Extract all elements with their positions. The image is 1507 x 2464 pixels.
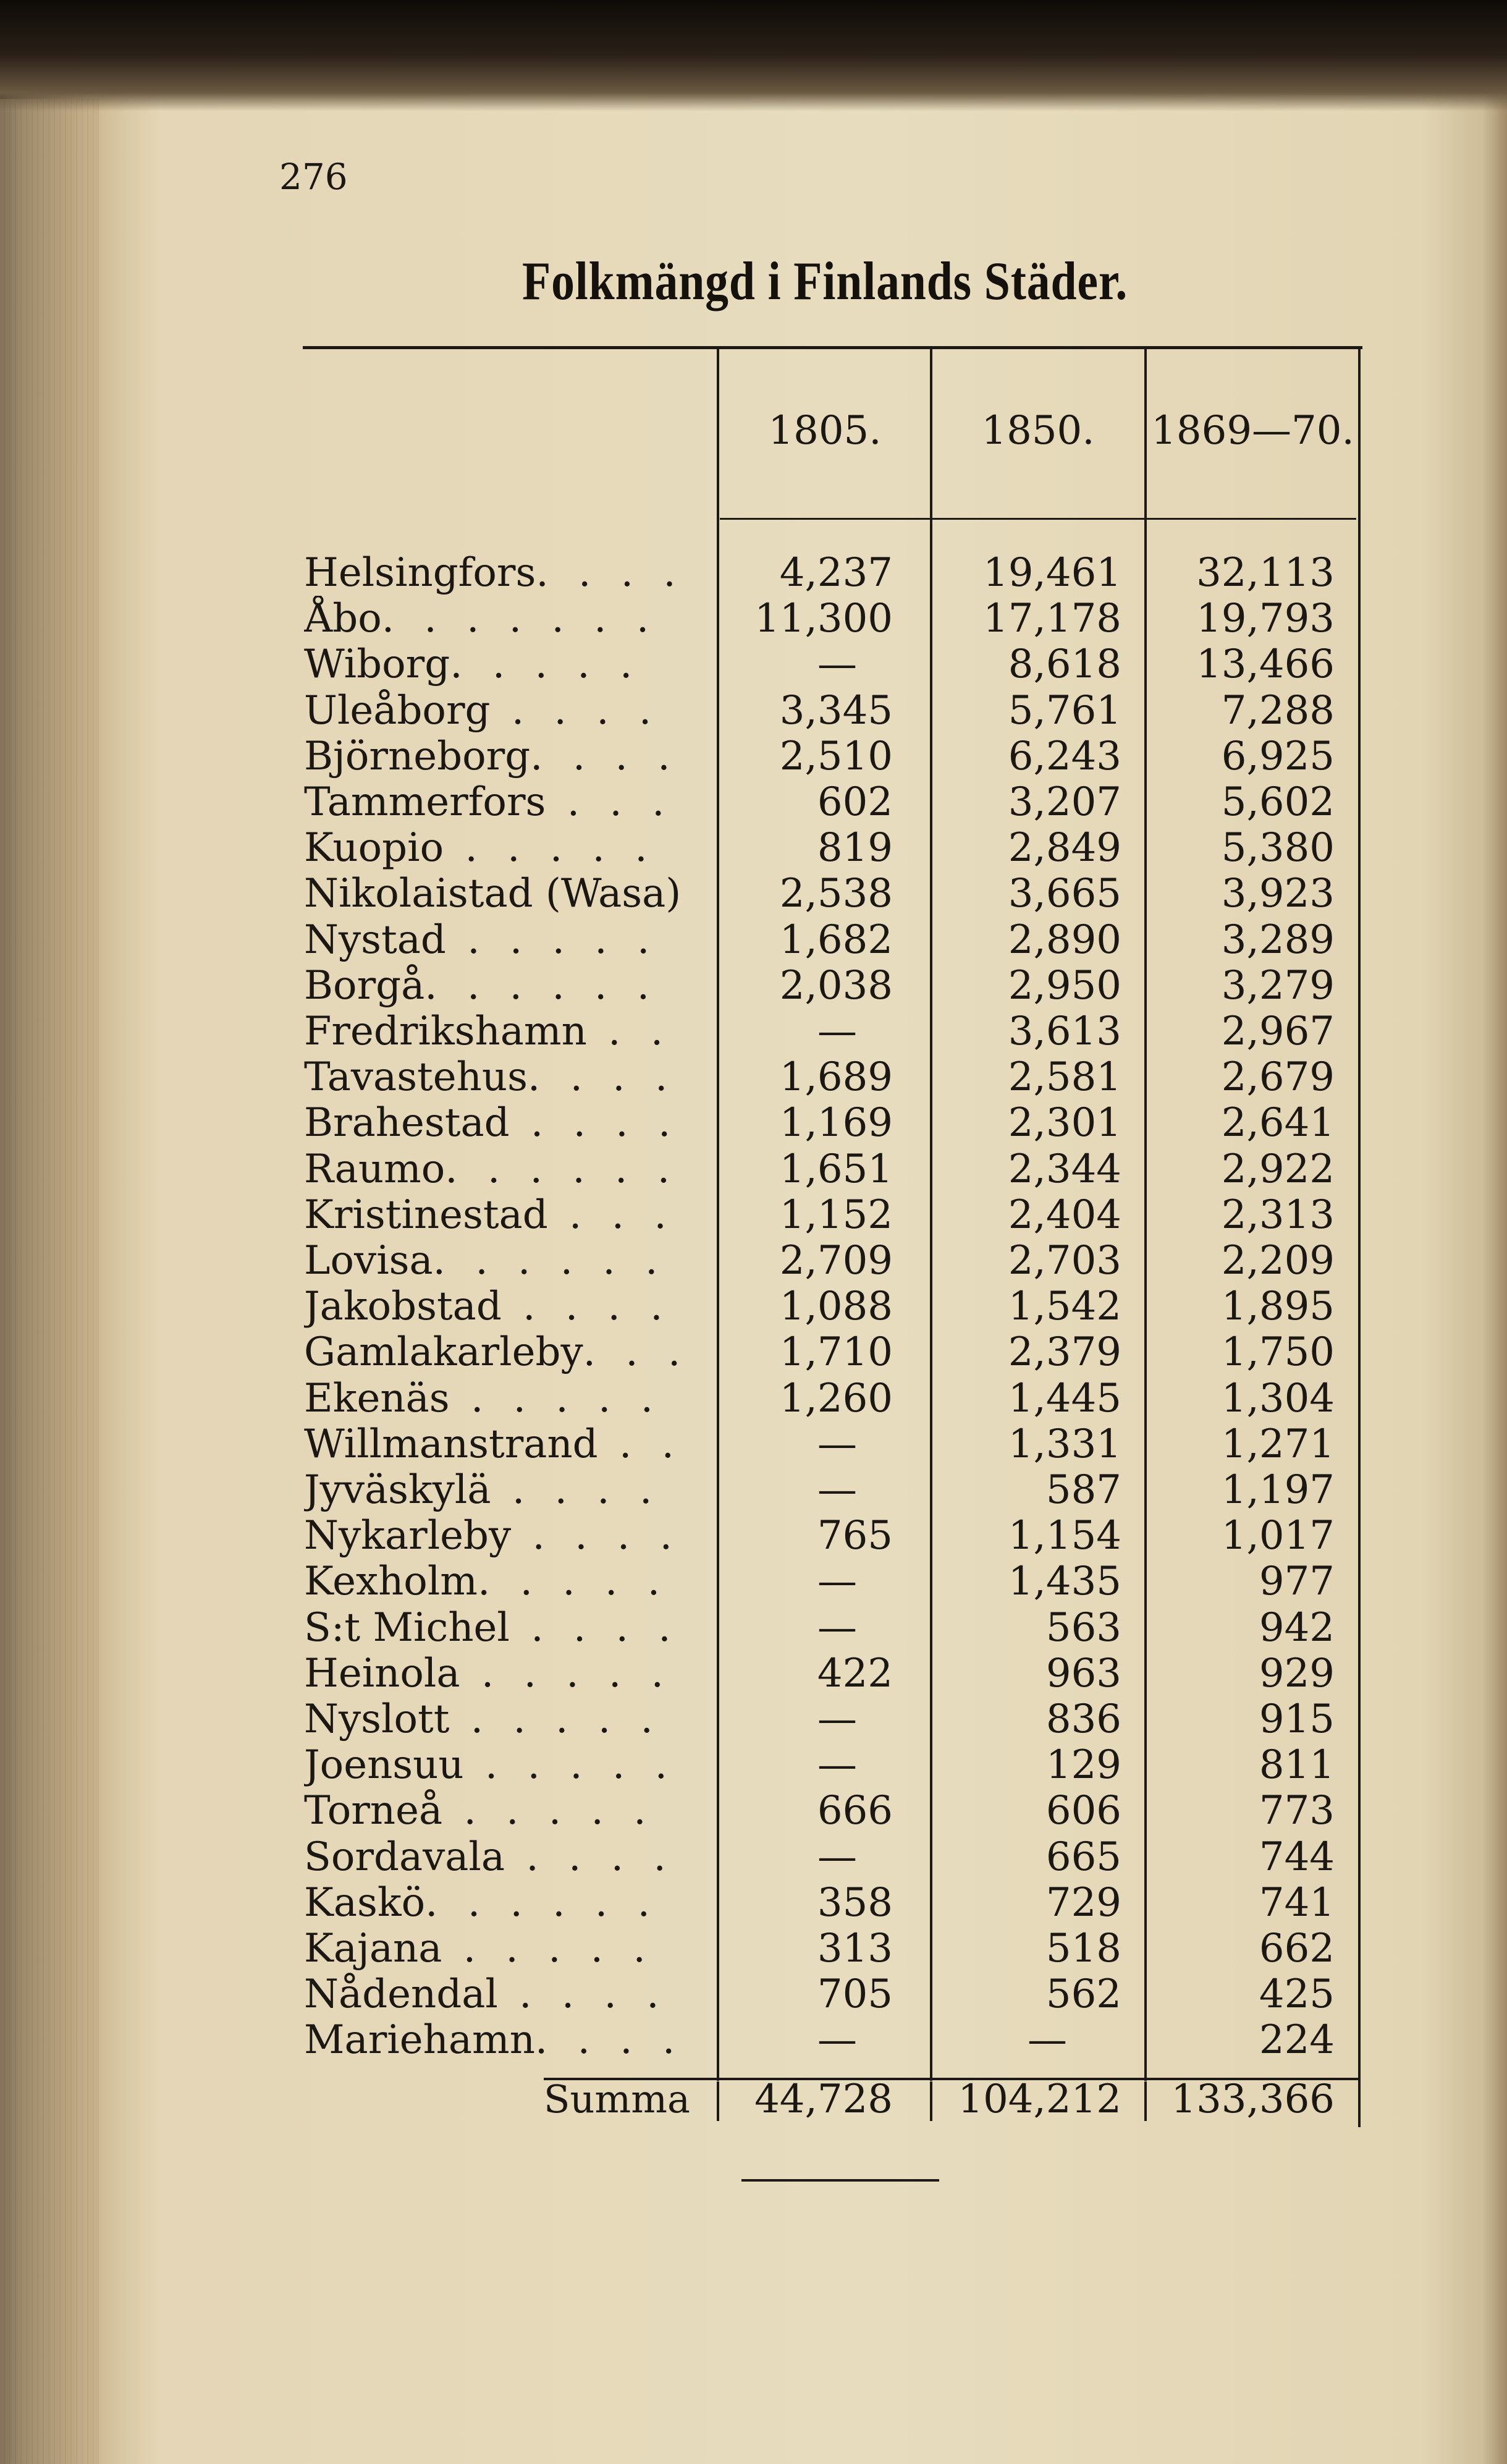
table-row [0, 1880, 1507, 1926]
table-row [0, 596, 1507, 641]
town-label: Nådendal [304, 1971, 498, 2018]
town-name [304, 1605, 706, 1651]
value-1869-70: 977 [1259, 1559, 1335, 1605]
value-1850: 8,618 [1008, 641, 1121, 688]
value-1805: — [817, 1009, 857, 1054]
town-name [304, 1284, 706, 1329]
value-1850: 562 [1045, 1971, 1121, 2018]
table-row [0, 1376, 1507, 1421]
town-label: Brahestad [304, 1100, 510, 1146]
value-1805: 765 [817, 1513, 893, 1559]
value-1805: — [817, 1559, 857, 1605]
value-1850: 963 [1045, 1650, 1121, 1696]
value-1805: — [817, 1467, 857, 1513]
value-1805: 2,510 [779, 733, 893, 779]
town-name [304, 596, 706, 641]
leader-dots: . . . . . [442, 1788, 655, 1834]
value-1850: 1,331 [1008, 1421, 1121, 1467]
town-label: Willmanstrand [304, 1421, 598, 1467]
table-row [0, 688, 1507, 734]
summa-bar-3 [1144, 2081, 1147, 2121]
town-label: Åbo [304, 596, 382, 642]
leader-dots: . . . . [501, 1284, 672, 1330]
value-1805: — [817, 2017, 857, 2064]
town-label: Ekenäs [304, 1375, 450, 1421]
value-1805: — [817, 1604, 857, 1651]
value-1850: 587 [1045, 1467, 1121, 1513]
value-1850: 2,890 [1008, 917, 1121, 963]
town-name [304, 1834, 706, 1880]
value-1850: 2,379 [1008, 1329, 1121, 1376]
town-name [304, 1467, 706, 1513]
value-1869-70: 2,922 [1221, 1146, 1335, 1192]
leader-dots: . . . . [505, 1834, 675, 1880]
value-1805: 4,237 [779, 550, 893, 596]
leader-dots: . . . . . [449, 1696, 662, 1742]
page-number: 276 [279, 156, 348, 198]
leader-dots: . . . . . [445, 917, 659, 963]
value-1869-70: 773 [1259, 1788, 1335, 1834]
town-label: Fredrikshamn [304, 1009, 587, 1054]
value-1869-70: 13,466 [1196, 641, 1335, 688]
town-label: Jakobstad [304, 1284, 502, 1330]
town-name [304, 1971, 706, 2017]
value-1805: 1,651 [779, 1146, 893, 1192]
value-1869-70: 662 [1259, 1926, 1335, 1971]
leader-dots: . . . . . [463, 1742, 676, 1789]
value-1869-70: 2,641 [1221, 1100, 1335, 1146]
leader-dots: . . . . [509, 1604, 680, 1651]
value-1850: 17,178 [983, 596, 1121, 642]
town-label: Mariehamn [304, 2017, 535, 2064]
town-name [304, 1146, 706, 1192]
page-title: Folkmängd i Finlands Städer. [522, 252, 1128, 311]
town-label: Sordavala [304, 1834, 505, 1880]
value-1869-70: 929 [1259, 1650, 1335, 1696]
town-name [304, 550, 706, 596]
value-1850: 2,344 [1008, 1146, 1121, 1192]
value-1850: 563 [1045, 1604, 1121, 1651]
town-name [304, 1100, 706, 1146]
table-row [0, 1788, 1507, 1834]
value-1850: 518 [1045, 1926, 1121, 1971]
value-1869-70: 2,967 [1221, 1009, 1335, 1054]
town-name [304, 1926, 706, 1971]
town-label: Kexholm [304, 1559, 478, 1605]
town-label: Borgå [304, 962, 425, 1009]
summa-bar-2 [930, 2081, 932, 2121]
table-row [0, 917, 1507, 963]
town-name [304, 1421, 706, 1467]
town-name [304, 1054, 706, 1100]
value-1869-70: 3,923 [1221, 871, 1335, 917]
table-row [0, 1467, 1507, 1513]
value-1805: — [817, 1742, 857, 1789]
value-1805: 11,300 [754, 596, 893, 642]
value-1805: — [817, 1834, 857, 1880]
value-1805: 1,260 [779, 1375, 893, 1421]
value-1869-70: 1,750 [1221, 1329, 1335, 1376]
value-1869-70: 224 [1259, 2017, 1335, 2064]
leader-dots: . . . [547, 1192, 675, 1238]
value-1850: 3,613 [1008, 1009, 1121, 1054]
town-label: Gamlakarleby [304, 1329, 583, 1376]
town-name [304, 917, 706, 963]
leader-dots: . . [586, 1009, 672, 1054]
leader-dots: . . . [583, 1329, 690, 1376]
table-row [0, 1513, 1507, 1559]
value-1869-70: 19,793 [1196, 596, 1335, 642]
leader-dots: . . . . [530, 733, 679, 779]
town-name [304, 1009, 706, 1054]
table-row [0, 825, 1507, 871]
value-1869-70: 811 [1259, 1742, 1335, 1789]
value-1805: 1,152 [779, 1192, 893, 1238]
value-1850: 1,154 [1008, 1513, 1121, 1559]
town-name [304, 2017, 706, 2063]
value-1805: — [817, 1696, 857, 1742]
summa-1850: 104,212 [958, 2077, 1121, 2122]
value-1869-70: 5,602 [1221, 779, 1335, 825]
table-row [0, 1834, 1507, 1880]
column-header-1805: 1805. [768, 408, 882, 454]
town-name [304, 871, 706, 917]
value-1805: 819 [817, 825, 893, 871]
leader-dots: . . [597, 1421, 683, 1467]
value-1850: 3,665 [1008, 871, 1121, 917]
town-name [304, 779, 706, 825]
town-label: Lovisa [304, 1238, 433, 1284]
table-row [0, 1009, 1507, 1054]
value-1805: 1,710 [779, 1329, 893, 1376]
town-name [304, 1513, 706, 1559]
leader-dots: . . . [546, 779, 673, 825]
value-1850: 1,542 [1008, 1284, 1121, 1330]
value-1869-70: 1,017 [1221, 1513, 1335, 1559]
leader-dots: . . . . [534, 2017, 684, 2064]
value-1805: 358 [817, 1879, 893, 1926]
table-row [0, 779, 1507, 825]
value-1850: 6,243 [1008, 733, 1121, 779]
town-label: Nyslott [304, 1696, 450, 1742]
summa-1869-70: 133,366 [1171, 2077, 1335, 2122]
column-header-1869-70: 1869—70. [1151, 408, 1354, 454]
town-label: Raumo [304, 1146, 445, 1192]
value-1850: 3,207 [1008, 779, 1121, 825]
town-name [304, 1192, 706, 1238]
town-label: Nikolaistad (Wasa) [304, 871, 682, 917]
value-1850: 129 [1045, 1742, 1121, 1789]
value-1869-70: 3,289 [1221, 917, 1335, 963]
value-1850: 1,445 [1008, 1375, 1121, 1421]
value-1805: 2,038 [779, 962, 893, 1009]
book-top-edge [0, 0, 1507, 111]
town-label: Björneborg [304, 733, 531, 779]
leader-dots: . . . . . [442, 1926, 654, 1971]
value-1850: 2,849 [1008, 825, 1121, 871]
value-1850: 729 [1045, 1879, 1121, 1926]
value-1805: 3,345 [779, 687, 893, 734]
table-row [0, 550, 1507, 596]
leader-dots: . . . . [527, 1054, 677, 1101]
table-row [0, 1329, 1507, 1375]
town-name [304, 1742, 706, 1788]
value-1850: 2,950 [1008, 962, 1121, 1009]
value-1805: 313 [817, 1926, 893, 1971]
value-1850: 1,435 [1008, 1559, 1121, 1605]
column-header-1850: 1850. [981, 408, 1095, 454]
town-name [304, 1788, 706, 1834]
value-1805: — [817, 641, 857, 688]
town-name [304, 1559, 706, 1604]
value-1869-70: 7,288 [1221, 687, 1335, 734]
table-row [0, 1192, 1507, 1238]
value-1805: 1,689 [779, 1054, 893, 1101]
table-row [0, 1926, 1507, 1971]
table-row [0, 1284, 1507, 1329]
value-1869-70: 6,925 [1221, 733, 1335, 779]
leader-dots: . . . . [511, 1513, 681, 1559]
value-1869-70: 32,113 [1196, 550, 1335, 596]
table-row [0, 963, 1507, 1009]
town-name [304, 641, 706, 687]
town-name [304, 1329, 706, 1375]
town-name [304, 1238, 706, 1284]
leader-dots: . . . . . [477, 1559, 669, 1605]
table-row [0, 1054, 1507, 1100]
value-1850: 665 [1045, 1834, 1121, 1880]
town-label: Nykarleby [304, 1513, 512, 1559]
town-name [304, 1651, 706, 1696]
value-1850: 5,761 [1008, 687, 1121, 734]
table-row [0, 734, 1507, 779]
town-label: Tavastehus [304, 1054, 528, 1101]
town-name [304, 1880, 706, 1926]
town-label: Torneå [304, 1788, 443, 1834]
leader-dots: . . . . . [449, 1375, 662, 1421]
table-row [0, 1742, 1507, 1788]
value-1805: 1,682 [779, 917, 893, 963]
value-1805: 422 [817, 1650, 893, 1696]
summa-1805: 44,728 [754, 2077, 893, 2122]
value-1850: 2,404 [1008, 1192, 1121, 1238]
leader-dots: . . . . [509, 1100, 680, 1146]
table-row [0, 1238, 1507, 1284]
value-1850: — [1028, 2017, 1067, 2064]
table-row [0, 1100, 1507, 1146]
value-1805: 1,169 [779, 1100, 893, 1146]
value-1869-70: 2,679 [1221, 1054, 1335, 1101]
leader-dots: . . . . . . [425, 1879, 659, 1926]
value-1869-70: 1,304 [1221, 1375, 1335, 1421]
table-row [0, 1971, 1507, 2017]
table-row [0, 1605, 1507, 1651]
value-1850: 2,301 [1008, 1100, 1121, 1146]
value-1869-70: 1,197 [1221, 1467, 1335, 1513]
leader-dots: . . . . [491, 1467, 661, 1513]
value-1869-70: 1,895 [1221, 1284, 1335, 1330]
table-row [0, 871, 1507, 917]
town-name [304, 1696, 706, 1742]
value-1850: 19,461 [983, 550, 1121, 596]
leader-dots: . . . . . . [424, 962, 659, 1009]
value-1805: 602 [817, 779, 893, 825]
leader-dots: . . . . . [460, 1650, 672, 1696]
summa-label: Summa [544, 2077, 690, 2122]
town-name [304, 1376, 706, 1421]
header-bottom-rule [720, 518, 1356, 520]
value-1805: 666 [817, 1788, 893, 1834]
value-1805: — [817, 1421, 857, 1467]
table-row [0, 641, 1507, 687]
table-top-rule [303, 346, 1362, 349]
town-name [304, 963, 706, 1009]
value-1805: 705 [817, 1971, 893, 2018]
value-1869-70: 741 [1259, 1879, 1335, 1926]
town-label: Heinola [304, 1650, 460, 1696]
leader-dots: . . . . [536, 550, 685, 596]
footer-rule [741, 2179, 939, 2182]
value-1869-70: 942 [1259, 1604, 1335, 1651]
value-1805: 2,709 [779, 1238, 893, 1284]
town-label: Nystad [304, 917, 446, 963]
leader-dots: . . . . . . . [381, 596, 658, 642]
leader-dots: . . . . . . [445, 1146, 679, 1192]
leader-dots: . . . . . [444, 825, 656, 871]
town-label: Tammerfors [304, 779, 546, 825]
town-label: Helsingfors [304, 550, 536, 596]
value-1869-70: 3,279 [1221, 962, 1335, 1009]
value-1850: 2,703 [1008, 1238, 1121, 1284]
value-1850: 836 [1045, 1696, 1121, 1742]
town-label: Kajana [304, 1926, 442, 1971]
town-name [304, 688, 706, 734]
value-1805: 1,088 [779, 1284, 893, 1330]
table-row [0, 2017, 1507, 2063]
value-1850: 606 [1045, 1788, 1121, 1834]
value-1869-70: 744 [1259, 1834, 1335, 1880]
value-1850: 2,581 [1008, 1054, 1121, 1101]
town-name [304, 734, 706, 779]
leader-dots: . . . . [497, 1971, 668, 2018]
value-1869-70: 1,271 [1221, 1421, 1335, 1467]
town-label: Kaskö [304, 1879, 426, 1926]
value-1869-70: 915 [1259, 1696, 1335, 1742]
town-label: Jyväskylä [304, 1467, 491, 1513]
town-name [304, 825, 706, 871]
leader-dots: . . . . . . [433, 1238, 667, 1284]
table-row [0, 1651, 1507, 1696]
leader-dots: . . . . [490, 687, 661, 734]
value-1869-70: 2,209 [1221, 1238, 1335, 1284]
town-label: Wiborg [304, 641, 450, 688]
table-row [0, 1421, 1507, 1467]
value-1869-70: 5,380 [1221, 825, 1335, 871]
table-row [0, 1146, 1507, 1192]
value-1869-70: 2,313 [1221, 1192, 1335, 1238]
table-row [0, 1559, 1507, 1604]
summa-bar-1 [717, 2081, 719, 2121]
value-1805: 2,538 [779, 871, 893, 917]
town-label: S:t Michel [304, 1604, 510, 1651]
town-label: Uleåborg [304, 687, 491, 734]
leader-dots: . . . . . [450, 641, 641, 688]
town-label: Kuopio [304, 825, 444, 871]
table-row [0, 1696, 1507, 1742]
value-1869-70: 425 [1259, 1971, 1335, 2018]
town-label: Joensuu [304, 1742, 464, 1789]
town-label: Kristinestad [304, 1192, 548, 1238]
